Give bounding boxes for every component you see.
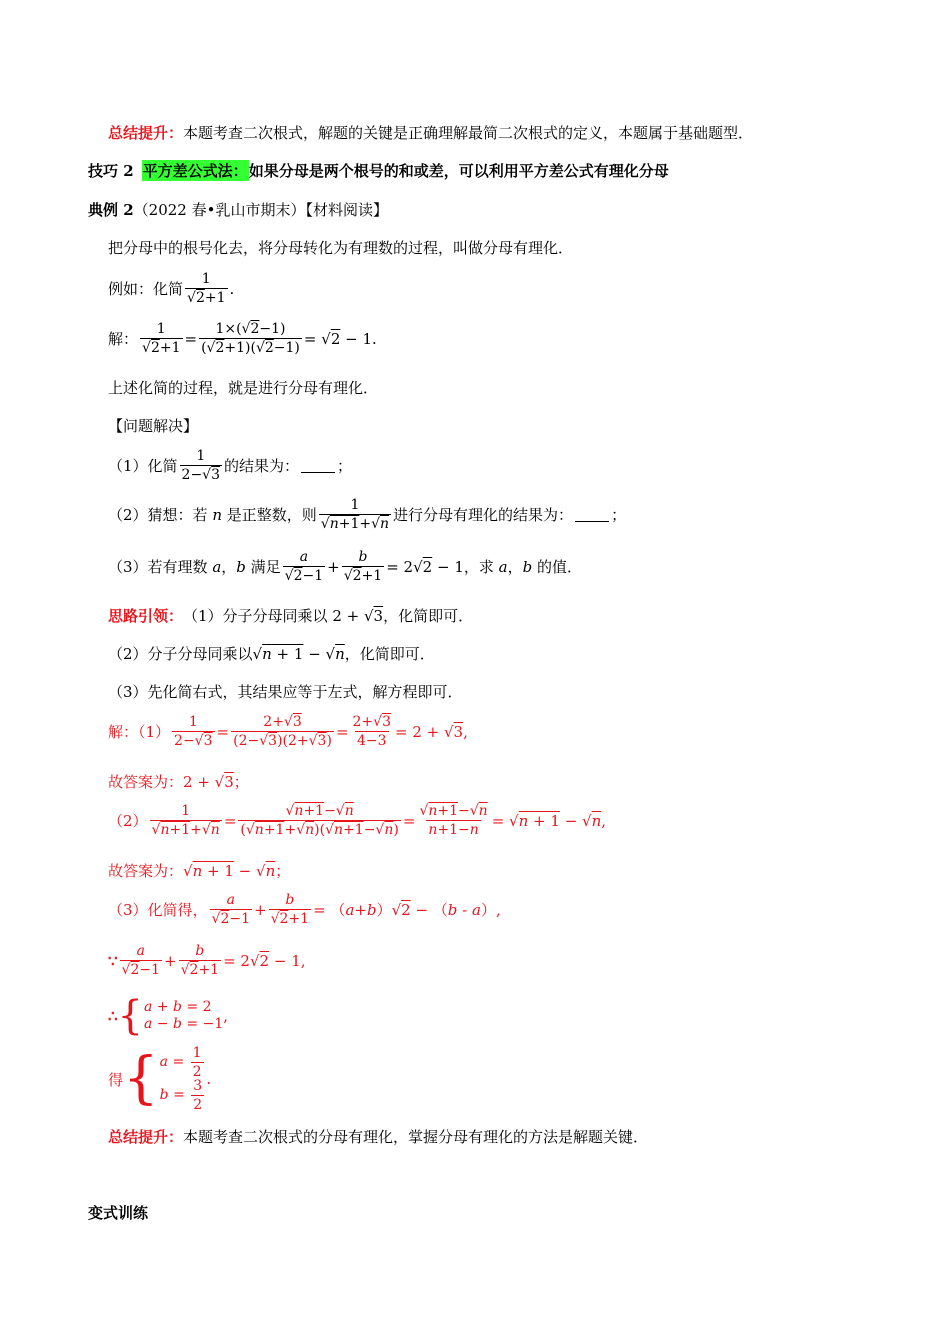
q3-frac-a: $\frac{a}{√2-1}$ bbox=[284, 549, 324, 584]
summary-1-label: 总结提升： bbox=[108, 124, 184, 142]
answer-1: 解：（1） $\frac{1}{2-√3}$ = $\frac{2+√3}{(2-√3)(2+√3)}$ = $\frac{2+√3}{4-3}$ = 2 + √3, bbox=[108, 714, 468, 749]
summary-2: 总结提升： 本题考查二次根式的分母有理化，掌握分母有理化的方法是解题关键． bbox=[108, 1128, 649, 1146]
answer-3-result: 得 { a = $\frac{1}{2}$ b = $\frac{3}{2}$ . bbox=[108, 1045, 211, 1114]
q2-answer-blank bbox=[575, 507, 609, 522]
sol-frac-1: $\frac{1}{√2+1}$ bbox=[142, 321, 181, 356]
variant-heading: 变式训练 bbox=[88, 1204, 149, 1222]
answer-3-since: ∵ $\frac{a}{√2-1}$ + $\frac{b}{√2+1}$ = 2√2 − 1, bbox=[108, 943, 306, 978]
sol-frac-2: $\frac{1\times(√2-1)}{(√2+1)(√2-1)}$ bbox=[201, 321, 300, 356]
technique-highlight: 平方差公式法： bbox=[142, 162, 248, 180]
technique-heading bbox=[88, 160, 669, 181]
technique-text: 如果分母是两个根号的和或差，可以利用平方差公式有理化分母 bbox=[248, 162, 669, 180]
answer-1-final: 故答案为： 2 + √3； bbox=[108, 773, 249, 791]
question-3: （3）若有理数 a ， b 满足 $\frac{a}{√2-1}$ + $\frac{b}{√2+1}$ = 2√2 − 1 ，求 a ， b 的值． bbox=[108, 549, 583, 584]
after-example-text: 上述化简的过程，就是进行分母有理化． bbox=[108, 379, 379, 397]
solution-line: 解： $\frac{1}{√2+1}$ = $\frac{1\times(√2-1)}{(√2+1)(√2-1)}$ = √2 − 1. bbox=[108, 321, 377, 356]
answer-2: （2） $\frac{1}{√n+1+√n}$ = $\frac{√n+1-√n}{(√n+1+√n)(√n+1-√n)}$ = $\frac{√n+1-√n}{n+1-n}$ = √n + 1 − √n, bbox=[108, 803, 607, 838]
answer-2-final: 故答案为： √n + 1 − √n； bbox=[108, 862, 291, 880]
sol-prefix: 解： bbox=[108, 330, 139, 349]
hint-2: （2）分子分母同乘以 √n + 1 − √n ，化简即可． bbox=[108, 644, 435, 663]
hint-3: （3）先化简右式，其结果应等于左式，解方程即可． bbox=[108, 683, 463, 701]
hint-1: 思路引领： （1）分子分母同乘以 2 + √3 ，化简即可． bbox=[108, 606, 474, 625]
answer-3: （3）化简得， $\frac{a}{√2-1}$ + $\frac{b}{√2+1}$ = （a+b）√2 − （b - a）, bbox=[108, 892, 501, 927]
q3-frac-b: $\frac{b}{√2+1}$ bbox=[343, 549, 383, 584]
summary-1 bbox=[108, 122, 753, 143]
question-1: （1）化简 $\frac{1}{2-√3}$ 的结果为： ； bbox=[108, 448, 353, 483]
question-2: （2）猜想：若 n 是正整数，则 $\frac{1}{√n+1+√n}$ 进行分母有理化的结果为： ； bbox=[108, 497, 627, 532]
intro-text bbox=[108, 237, 573, 258]
technique-label: 技巧 2 bbox=[88, 162, 134, 180]
eg-fraction: $\frac{1}{√2+1}$ bbox=[187, 271, 226, 306]
q1-fraction: $\frac{1}{2-√3}$ bbox=[181, 448, 221, 483]
q2-fraction: $\frac{1}{√n+1+√n}$ bbox=[320, 497, 390, 532]
eg-prefix: 例如：化简 bbox=[108, 280, 184, 299]
example-source: （2022 春•乳山市期末）【材料阅读】 bbox=[133, 201, 388, 219]
intro: 把分母中的根号化去，将分母转化为有理数的过程，叫做分母有理化． bbox=[108, 239, 574, 257]
problem-header: 【问题解决】 bbox=[108, 417, 199, 435]
answer-3-therefore: ∴ { a + b = 2 a − b = −1 , bbox=[108, 993, 229, 1039]
q1-answer-blank bbox=[301, 458, 335, 473]
summary-1-text: 本题考查二次根式，解题的关键是正确理解最简二次根式的定义，本题属于基础题型． bbox=[183, 124, 754, 142]
example-label: 典例 2 bbox=[88, 201, 134, 219]
example-line: 例如：化简 $\frac{1}{√2+1}$ . bbox=[108, 271, 235, 306]
example-heading bbox=[88, 199, 388, 220]
